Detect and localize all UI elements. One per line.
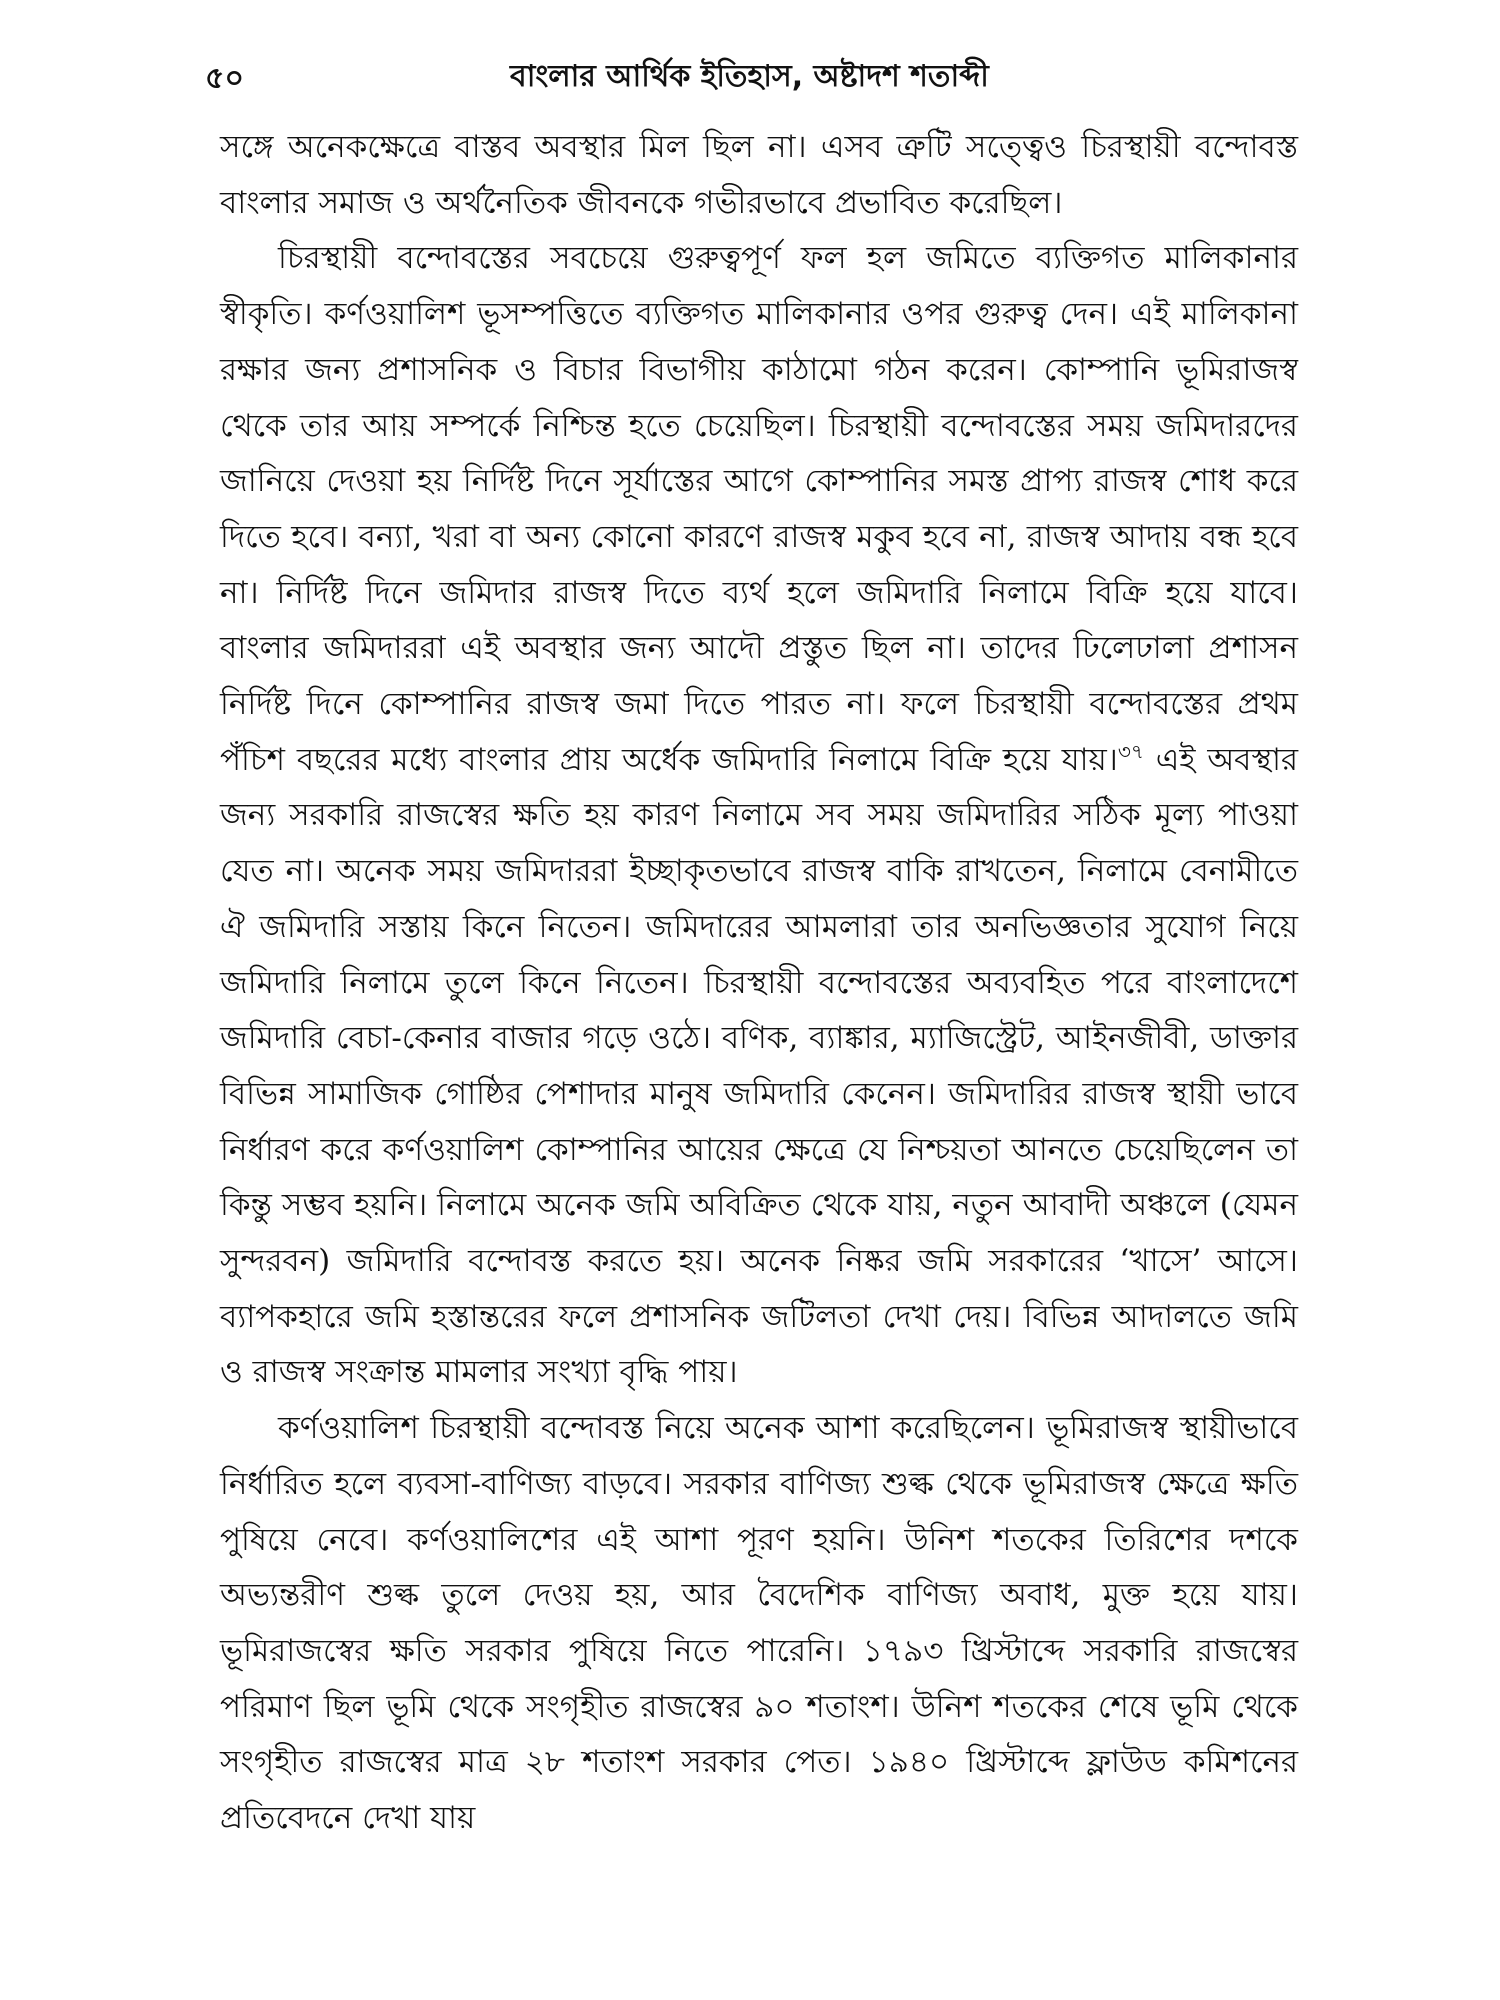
paragraph-2 <box>220 231 1298 1401</box>
page-body <box>220 120 1298 1970</box>
paragraph-1: সঙ্গে অনেকক্ষেত্রে বাস্তব অবস্থার মিল ছিল না। এসব ত্রুটি সত্ত্বেও চিরস্থায়ী বন্দোবস্ত বাংলার সমাজ ও অর্থনৈতিক জীবনকে গভীরভাবে প্রভাবিত করেছিল। <box>220 129 1298 221</box>
paragraph-2-text-after-note: এই অবস্থার জন্য সরকারি রাজস্বের ক্ষতি হয় কারণ নিলামে সব সময় জমিদারির সঠিক মূল্য পাওয়া যেত না। অনেক সময় জমিদাররা ইচ্ছাকৃতভাবে রাজস্ব বাকি রাখতেন, নিলামে বেনামীতে ঐ জমিদারি সস্তায় কিনে নিতেন। জমিদারের আমলারা তার অনভিজ্ঞতার সুযোগ নিয়ে জমিদারি নিলামে তুলে কিনে নিতেন। চিরস্থায়ী বন্দোবস্তের অব্যবহিত পরে বাংলাদেশে জমিদারি বেচা-কেনার বাজার গড়ে ওঠে। বণিক, ব্যাঙ্কার, ম্যাজিস্ট্রেট, আইনজীবী, ডাক্তার বিভিন্ন সামাজিক গোষ্ঠির পেশাদার মানুষ জমিদারি কেনেন। জমিদারির রাজস্ব স্থায়ী ভাবে নির্ধারণ করে কর্ণওয়ালিশ কোম্পানির আয়ের ক্ষেত্রে যে নিশ্চয়তা আনতে চেয়েছিলেন তা কিন্তু সম্ভব হয়নি। নিলামে অনেক জমি অবিক্রিত থেকে যায়, নতুন আবাদী অঞ্চলে (যেমন সুন্দরবন) জমিদারি বন্দোবস্ত করতে হয়। অনেক নিষ্কর জমি সরকারের ‘খাসে’ আসে। ব্যাপকহারে জমি হস্তান্তরের ফলে প্রশাসনিক জটিলতা দেখা দেয়। বিভিন্ন আদালতে জমি ও রাজস্ব সংক্রান্ত মামলার সংখ্যা বৃদ্ধি পায়। <box>220 741 1298 1391</box>
paragraph-3: কর্ণওয়ালিশ চিরস্থায়ী বন্দোবস্ত নিয়ে অনেক আশা করেছিলেন। ভূমিরাজস্ব স্থায়ীভাবে নির্ধারিত হলে ব্যবসা-বাণিজ্য বাড়বে। সরকার বাণিজ্য শুল্ক থেকে ভূমিরাজস্ব ক্ষেত্রে ক্ষতি পুষিয়ে নেবে। কর্ণওয়ালিশের এই আশা পূরণ হয়নি। উনিশ শতকের তিরিশের দশকে অভ্যন্তরীণ শুল্ক তুলে দেওয় হয়, আর বৈদেশিক বাণিজ্য অবাধ, মুক্ত হয়ে যায়। ভূমিরাজস্বের ক্ষতি সরকার পুষিয়ে নিতে পারেনি। ১৭৯৩ খ্রিস্টাব্দে সরকারি রাজস্বের পরিমাণ ছিল ভূমি থেকে সংগৃহীত রাজস্বের ৯০ শতাংশ। উনিশ শতকের শেষে ভূমি থেকে সংগৃহীত রাজস্বের মাত্র ২৮ শতাংশ সরকার পেত। ১৯৪০ খ্রিস্টাব্দে ফ্লাউড কমিশনের প্রতিবেদনে দেখা যায় <box>220 1410 1298 1837</box>
page-number: ৫০ <box>205 61 244 96</box>
running-title: বাংলার আর্থিক ইতিহাস, অষ্টাদশ শতাব্দী <box>510 59 989 94</box>
footnote-marker-37: ৩৭ <box>1117 739 1144 764</box>
paragraph-2-text-before-note: চিরস্থায়ী বন্দোবস্তের সবচেয়ে গুরুত্বপূর্ণ ফল হল জমিতে ব্যক্তিগত মালিকানার স্বীকৃতি। কর্ণওয়ালিশ ভূসম্পত্তিতে ব্যক্তিগত মালিকানার ওপর গুরুত্ব দেন। এই মালিকানা রক্ষার জন্য প্রশাসনিক ও বিচার বিভাগীয় কাঠামো গঠন করেন। কোম্পানি ভূমিরাজস্ব থেকে তার আয় সম্পর্কে নিশ্চিন্ত হতে চেয়েছিল। চিরস্থায়ী বন্দোবস্তের সময় জমিদারদের জানিয়ে দেওয়া হয় নির্দিষ্ট দিনে সূর্যাস্তের আগে কোম্পানির সমস্ত প্রাপ্য রাজস্ব শোধ করে দিতে হবে। বন্যা, খরা বা অন্য কোনো কারণে রাজস্ব মকুব হবে না, রাজস্ব আদায় বন্ধ হবে না। নির্দিষ্ট দিনে জমিদার রাজস্ব দিতে ব্যর্থ হলে জমিদারি নিলামে বিক্রি হয়ে যাবে। বাংলার জমিদাররা এই অবস্থার জন্য আদৌ প্রস্তুত ছিল না। তাদের ঢিলেঢালা প্রশাসন নির্দিষ্ট দিনে কোম্পানির রাজস্ব জমা দিতে পারত না। ফলে চিরস্থায়ী বন্দোবস্তের প্রথম পঁচিশ বছরের মধ্যে বাংলার প্রায় অর্ধেক জমিদারি নিলামে বিক্রি হয়ে যায়। <box>220 240 1299 778</box>
page-header <box>205 42 1295 102</box>
